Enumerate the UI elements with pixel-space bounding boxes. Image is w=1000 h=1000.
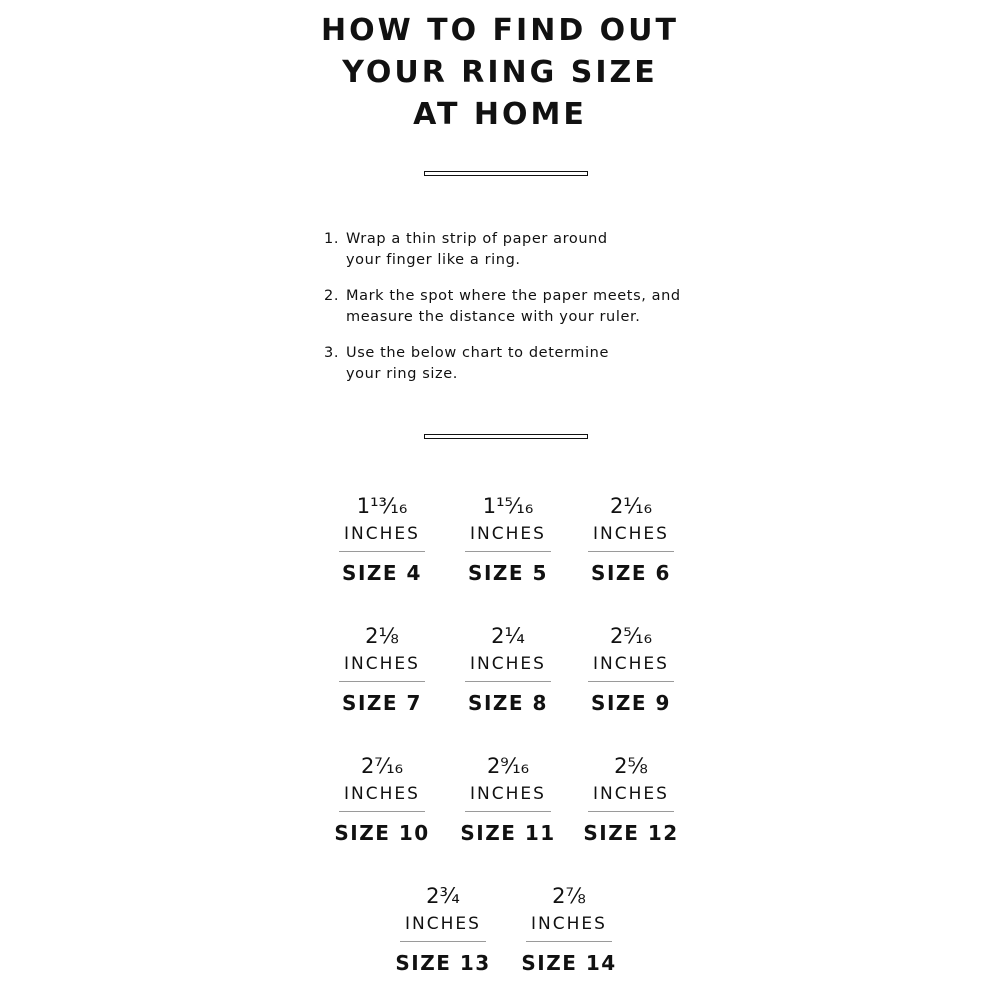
step-text-line: your finger like a ring. [346, 252, 521, 268]
size-item-14 [519, 884, 619, 976]
step-text-line: Wrap a thin strip of paper around [346, 231, 608, 247]
size-divider [588, 811, 674, 812]
top-divider [424, 171, 588, 176]
size-item-6 [581, 494, 681, 586]
size-divider [339, 811, 425, 812]
size-measurement: 1¹³⁄₁₆ [356, 494, 408, 518]
size-unit: INCHES [470, 784, 546, 804]
step-item [322, 343, 722, 385]
size-divider [526, 941, 612, 942]
title-line-2: YOUR RING SIZE [342, 55, 658, 90]
instruction-steps [322, 229, 722, 400]
size-item-8 [458, 624, 558, 716]
size-unit: INCHES [344, 654, 420, 674]
step-item [322, 229, 722, 271]
step-text-line: Mark the spot where the paper meets, and [346, 288, 681, 304]
size-item-7 [332, 624, 432, 716]
size-item-10 [332, 754, 432, 846]
size-item-5 [458, 494, 558, 586]
size-divider [465, 551, 551, 552]
size-unit: INCHES [470, 524, 546, 544]
step-number: 2. [324, 288, 340, 304]
size-measurement: 2¼ [491, 624, 525, 648]
size-measurement: 2⁵⁄₁₆ [609, 624, 653, 648]
bottom-divider [424, 434, 588, 439]
size-measurement: 2⅝ [614, 754, 648, 778]
size-divider [588, 551, 674, 552]
size-unit: INCHES [470, 654, 546, 674]
size-unit: INCHES [344, 784, 420, 804]
size-divider [465, 681, 551, 682]
size-label: SIZE 11 [460, 821, 556, 845]
size-label: SIZE 5 [468, 561, 548, 585]
size-divider [588, 681, 674, 682]
size-label: SIZE 7 [342, 691, 422, 715]
step-item [322, 286, 722, 328]
size-measurement: 1¹⁵⁄₁₆ [482, 494, 534, 518]
size-label: SIZE 4 [342, 561, 422, 585]
size-divider [465, 811, 551, 812]
size-divider [400, 941, 486, 942]
size-label: SIZE 8 [468, 691, 548, 715]
size-item-9 [581, 624, 681, 716]
size-measurement: 2⁷⁄₁₆ [360, 754, 404, 778]
title-line-3: AT HOME [413, 97, 587, 132]
size-divider [339, 551, 425, 552]
size-label: SIZE 9 [591, 691, 671, 715]
size-unit: INCHES [405, 914, 481, 934]
size-divider [339, 681, 425, 682]
title-line-1: HOW TO FIND OUT [321, 13, 679, 48]
size-unit: INCHES [344, 524, 420, 544]
size-measurement: 2⁹⁄₁₆ [486, 754, 530, 778]
size-label: SIZE 14 [521, 951, 617, 975]
size-unit: INCHES [593, 784, 669, 804]
size-label: SIZE 10 [334, 821, 430, 845]
step-text-line: your ring size. [346, 366, 458, 382]
step-text-line: measure the distance with your ruler. [346, 309, 641, 325]
size-item-11 [458, 754, 558, 846]
size-unit: INCHES [593, 524, 669, 544]
size-measurement: 2⅞ [552, 884, 586, 908]
size-unit: INCHES [593, 654, 669, 674]
size-item-13 [393, 884, 493, 976]
size-label: SIZE 13 [395, 951, 491, 975]
size-measurement: 2⅛ [365, 624, 399, 648]
size-label: SIZE 12 [583, 821, 679, 845]
size-unit: INCHES [531, 914, 607, 934]
page-title [0, 10, 1000, 136]
size-label: SIZE 6 [591, 561, 671, 585]
size-measurement: 2¹⁄₁₆ [609, 494, 653, 518]
size-item-12 [581, 754, 681, 846]
step-text-line: Use the below chart to determine [346, 345, 609, 361]
step-number: 3. [324, 345, 340, 361]
size-measurement: 2¾ [426, 884, 460, 908]
step-number: 1. [324, 231, 340, 247]
size-item-4 [332, 494, 432, 586]
